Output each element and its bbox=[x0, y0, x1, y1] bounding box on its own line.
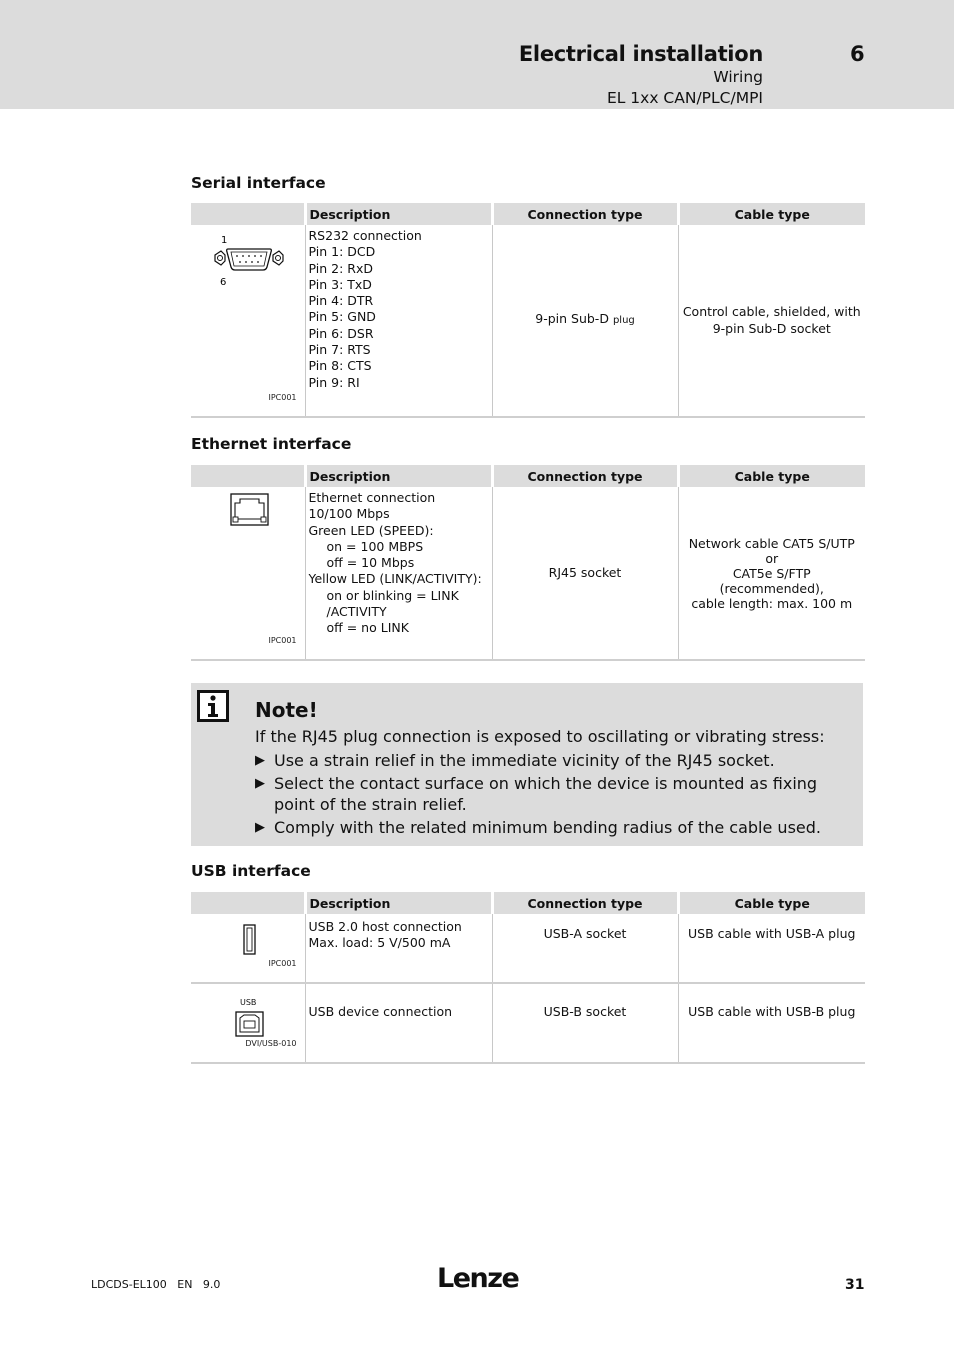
table-row bbox=[191, 225, 865, 417]
ethernet-heading: Ethernet interface bbox=[191, 435, 352, 453]
connection-type-cell bbox=[492, 225, 678, 417]
note-bullet bbox=[255, 818, 855, 839]
description-line: on = 100 MBPS bbox=[326, 538, 424, 554]
connection-type-suffix: plug bbox=[612, 315, 635, 327]
cable-type: USB cable with USB-B plug bbox=[688, 1004, 856, 1019]
description-line: Yellow LED (LINK/ACTIVITY): bbox=[308, 571, 482, 587]
section-subtitle-2: EL 1xx CAN/PLC/MPI bbox=[606, 89, 763, 107]
description-header: Description bbox=[305, 465, 492, 487]
connector-image-cell bbox=[191, 225, 305, 417]
usb-table bbox=[191, 892, 865, 1064]
note-bullet-text: Use a strain relief in the immediate vicinity of the RJ45 socket. bbox=[274, 750, 775, 770]
note-title: Note! bbox=[255, 698, 318, 722]
description-line: Pin 5: GND bbox=[308, 309, 376, 325]
description-line: Ethernet connection bbox=[308, 490, 436, 505]
description-line: Pin 3: TxD bbox=[308, 276, 372, 292]
connection-type-header: Connection type bbox=[492, 892, 678, 914]
cable-type-line: 9-pin Sub-D socket bbox=[712, 320, 831, 336]
description-line: Pin 8: CTS bbox=[308, 358, 372, 374]
cable-type-line: cable length: max. 100 m bbox=[691, 595, 853, 611]
lenze-logo: Lenze bbox=[437, 1263, 519, 1294]
description-cell bbox=[305, 487, 492, 660]
note-bullet-text: Select the contact surface on which the device is mounted as fixing point of the strain relief. bbox=[274, 774, 818, 814]
connection-type-cell bbox=[492, 914, 678, 983]
table-header-row bbox=[191, 203, 865, 225]
pin-label-bottom: 6 bbox=[220, 277, 227, 288]
cable-type-cell bbox=[678, 983, 865, 1063]
note-intro: If the RJ45 plug connection is exposed to oscillating or vibrating stress: bbox=[255, 727, 825, 746]
description-line: Pin 2: RxD bbox=[308, 260, 373, 276]
description-line: RS232 connection bbox=[308, 228, 422, 243]
bullet-arrow-icon: ▶ bbox=[255, 776, 265, 791]
cable-type-header: Cable type bbox=[678, 892, 865, 914]
document-code: LDCDS-EL100 EN 9.0 bbox=[91, 1278, 221, 1291]
cable-type-line: Network cable CAT5 S/UTP or bbox=[688, 535, 855, 566]
bullet-arrow-icon: ▶ bbox=[255, 820, 265, 835]
ethernet-table bbox=[191, 465, 865, 661]
description-line: Pin 9: RI bbox=[308, 374, 360, 390]
table-header-row bbox=[191, 465, 865, 487]
page-number: 31 bbox=[845, 1277, 865, 1293]
description-header: Description bbox=[305, 203, 492, 225]
description-line: USB device connection bbox=[308, 1004, 453, 1019]
description-line: Pin 1: DCD bbox=[308, 244, 376, 260]
cable-type-line: CAT5e S/FTP (recommended), bbox=[719, 565, 824, 596]
connection-type-cell bbox=[492, 983, 678, 1063]
section-subtitle: Wiring bbox=[713, 68, 763, 86]
cable-type-cell bbox=[678, 914, 865, 983]
image-code: DVI/USB-010 bbox=[245, 1038, 297, 1048]
description-line: Pin 4: DTR bbox=[308, 293, 374, 309]
note-bullet-text: Comply with the related minimum bending radius of the cable used. bbox=[274, 818, 821, 837]
serial-heading: Serial interface bbox=[191, 174, 326, 192]
description-line: off = no LINK bbox=[326, 620, 409, 636]
description-line: USB 2.0 host connection bbox=[308, 919, 462, 934]
description-line: Pin 7: RTS bbox=[308, 342, 371, 358]
cable-type-cell bbox=[678, 487, 865, 660]
chapter-title: Electrical installation bbox=[518, 42, 763, 66]
connection-type-header: Connection type bbox=[492, 203, 678, 225]
description-line: Green LED (SPEED): bbox=[308, 522, 434, 538]
info-icon bbox=[197, 690, 229, 722]
description-header: Description bbox=[305, 892, 492, 914]
image-header bbox=[191, 203, 305, 225]
chapter-number: 6 bbox=[850, 42, 865, 66]
sub-d-connector-icon bbox=[191, 227, 305, 307]
description-line: /ACTIVITY bbox=[326, 604, 387, 620]
description-cell bbox=[305, 914, 492, 983]
connection-type: USB-A socket bbox=[543, 926, 627, 941]
connection-type: USB-B socket bbox=[543, 1004, 627, 1019]
cable-type-header: Cable type bbox=[678, 203, 865, 225]
usb-label: USB bbox=[240, 998, 257, 1007]
note-bullet bbox=[255, 751, 855, 772]
table-row bbox=[191, 487, 865, 660]
connection-type: RJ45 socket bbox=[548, 564, 622, 580]
image-header bbox=[191, 892, 305, 914]
description-line: on or blinking = LINK bbox=[326, 587, 459, 603]
description-line: 10/100 Mbps bbox=[308, 506, 390, 522]
cable-type: USB cable with USB-A plug bbox=[688, 926, 856, 941]
connector-image-cell bbox=[191, 914, 305, 983]
connection-type: 9-pin Sub-D bbox=[535, 311, 609, 327]
note-body bbox=[255, 727, 855, 839]
connector-image-cell bbox=[191, 487, 305, 660]
note-box bbox=[191, 683, 863, 846]
bullet-arrow-icon: ▶ bbox=[255, 752, 265, 768]
cable-type-header: Cable type bbox=[678, 465, 865, 487]
connector-image-cell bbox=[191, 983, 305, 1063]
note-bullet bbox=[255, 774, 855, 815]
cable-type-cell bbox=[678, 225, 865, 417]
description-cell bbox=[305, 225, 492, 417]
header-band bbox=[0, 0, 954, 109]
table-row bbox=[191, 983, 865, 1063]
description-line: Pin 6: DSR bbox=[308, 325, 374, 341]
description-line: off = 10 Mbps bbox=[326, 555, 415, 571]
image-code: IPC001 bbox=[268, 958, 297, 968]
description-line: Max. load: 5 V/500 mA bbox=[308, 935, 451, 951]
image-code: IPC001 bbox=[268, 635, 297, 645]
pin-label-top: 1 bbox=[221, 235, 228, 246]
table-row bbox=[191, 914, 865, 983]
rj45-socket-icon bbox=[191, 491, 305, 541]
usb-heading: USB interface bbox=[191, 862, 311, 880]
image-header bbox=[191, 465, 305, 487]
serial-table bbox=[191, 203, 865, 418]
connection-type-header: Connection type bbox=[492, 465, 678, 487]
cable-type-line: Control cable, shielded, with bbox=[682, 304, 861, 320]
connection-type-cell bbox=[492, 487, 678, 660]
description-cell bbox=[305, 983, 492, 1063]
table-header-row bbox=[191, 892, 865, 914]
image-code: IPC001 bbox=[268, 392, 297, 402]
